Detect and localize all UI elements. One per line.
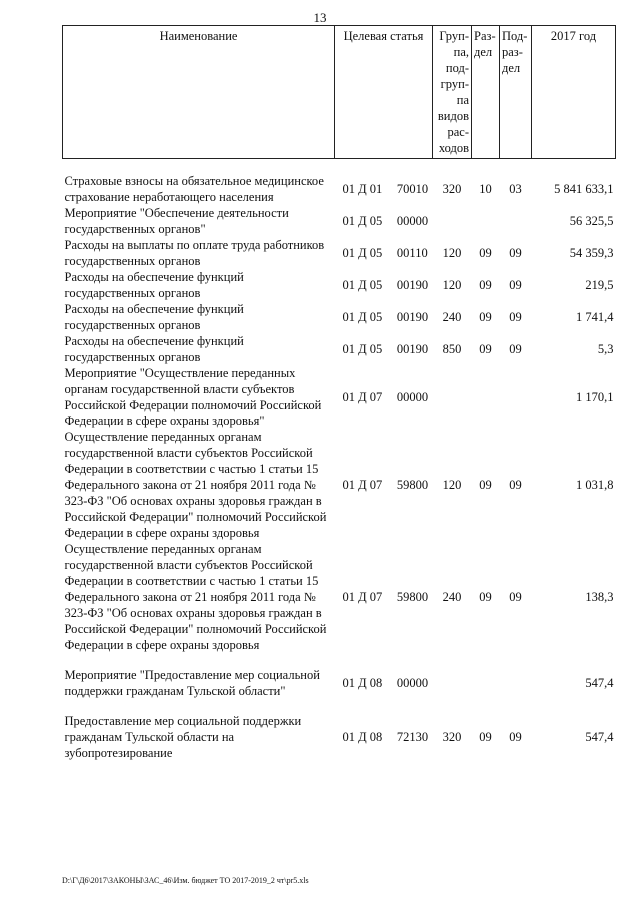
row-target-article: 01 Д 05 00110 <box>342 246 428 260</box>
row-expense-group: 120 <box>442 478 462 492</box>
row-section <box>472 365 500 429</box>
row-subsection: 09 <box>509 278 522 292</box>
row-name: Расходы на обеспечение функций государственных органов <box>64 270 244 300</box>
row-section: 09 <box>479 342 492 356</box>
row-target-article: 01 Д 05 00000 <box>342 214 429 228</box>
row-amount: 1 031,8 <box>576 478 614 492</box>
row-expense-group <box>433 667 472 699</box>
row-section: 09 <box>479 310 492 324</box>
row-subsection: 09 <box>509 730 522 744</box>
row-amount: 56 325,5 <box>569 214 614 228</box>
row-name: Осуществление переданных органам государственной власти субъектов Российской Федерации в соответствии с частью 1 статьи 15 Федерального закона от 21 ноября 2011 года № 323-ФЗ "Об основах охраны здоровья граждан в Российской Федерации" полномочий Российской Федерации в сфере охраны здоровья <box>64 542 327 652</box>
table-row <box>63 173 616 205</box>
row-expense-group <box>433 205 472 237</box>
table-row <box>63 301 616 333</box>
budget-table <box>62 25 616 761</box>
row-section: 09 <box>479 590 492 604</box>
row-section: 09 <box>479 478 492 492</box>
table-row <box>63 205 616 237</box>
row-amount: 219,5 <box>585 278 614 292</box>
row-name: Расходы на обеспечение функций государственных органов <box>64 302 244 332</box>
row-target-article: 01 Д 05 00190 <box>342 278 429 292</box>
row-expense-group: 240 <box>442 310 462 324</box>
page-number: 13 <box>313 10 327 25</box>
row-target-article: 01 Д 01 70010 <box>342 182 429 196</box>
row-name: Предоставление мер социальной поддержки гражданам Тульской области на зубопротезирование <box>64 714 302 760</box>
row-section <box>472 205 500 237</box>
row-expense-group: 120 <box>442 246 462 260</box>
table-row <box>63 333 616 365</box>
row-expense-group <box>433 365 472 429</box>
table-row <box>63 429 616 541</box>
row-target-article: 01 Д 05 00190 <box>342 342 429 356</box>
table-row <box>63 237 616 269</box>
row-amount: 547,4 <box>585 676 614 690</box>
row-section <box>472 667 500 699</box>
row-target-article: 01 Д 07 59800 <box>342 590 429 604</box>
header-name: Наименование <box>63 26 335 159</box>
table-row <box>63 269 616 301</box>
row-expense-group: 850 <box>442 342 462 356</box>
row-name: Страховые взносы на обязательное медицинское страхование неработающего населения <box>64 174 324 204</box>
row-subsection: 03 <box>509 182 522 196</box>
header-target-article: Целевая статья <box>335 26 433 159</box>
row-name: Осуществление переданных органам государственной власти субъектов Российской Федерации в соответствии с частью 1 статьи 15 Федерального закона от 21 ноября 2011 года № 323-ФЗ "Об основах охраны здоровья граждан в Российской Федерации" полномочий Российской Федерации в сфере охраны здоровья <box>64 430 327 540</box>
table-row <box>63 667 616 699</box>
row-section: 09 <box>479 246 492 260</box>
header-year-2017: 2017 год <box>532 26 616 159</box>
row-name: Расходы на выплаты по оплате труда работников государственных органов <box>64 238 325 268</box>
header-expense-group: Груп- па, под- груп- па видов рас- ходов <box>433 26 472 159</box>
row-amount: 138,3 <box>585 590 614 604</box>
row-subsection <box>500 365 532 429</box>
row-target-article: 01 Д 07 00000 <box>342 390 429 404</box>
row-name: Мероприятие "Осуществление переданных органам государственной власти субъектов Российской Федерации полномочий Российской Федерации в сфере охраны здоровья" <box>64 366 322 428</box>
row-section: 09 <box>479 278 492 292</box>
header-section: Раз- дел <box>472 26 500 159</box>
row-expense-group: 120 <box>442 278 462 292</box>
row-amount: 547,4 <box>585 730 614 744</box>
row-name: Мероприятие "Обеспечение деятельности государственных органов" <box>64 206 289 236</box>
row-amount: 54 359,3 <box>569 246 614 260</box>
row-expense-group: 240 <box>442 590 462 604</box>
row-target-article: 01 Д 08 00000 <box>342 676 429 690</box>
row-amount: 1 741,4 <box>576 310 614 324</box>
row-expense-group: 320 <box>442 182 462 196</box>
row-section: 10 <box>479 182 492 196</box>
table-header-row <box>63 26 616 159</box>
row-name: Мероприятие "Предоставление мер социальной поддержки гражданам Тульской области" <box>64 668 320 698</box>
row-subsection: 09 <box>509 246 522 260</box>
row-target-article: 01 Д 08 72130 <box>342 730 429 744</box>
table-row <box>63 541 616 653</box>
table-row <box>63 365 616 429</box>
row-subsection: 09 <box>509 478 522 492</box>
table-row <box>63 713 616 761</box>
row-subsection: 09 <box>509 590 522 604</box>
row-subsection <box>500 205 532 237</box>
row-name: Расходы на обеспечение функций государственных органов <box>64 334 244 364</box>
row-amount: 1 170,1 <box>576 390 614 404</box>
header-subsection: Под- раз- дел <box>500 26 532 159</box>
row-target-article: 01 Д 07 59800 <box>342 478 429 492</box>
row-section: 09 <box>479 730 492 744</box>
file-path-footer: D:\Г\Д6\2017\ЗАКОНЫ\ЗАС_46\Изм. бюджет ТО 2017-2019_2 чт\pr5.xls <box>62 876 309 885</box>
row-subsection: 09 <box>509 310 522 324</box>
row-expense-group: 320 <box>442 730 462 744</box>
row-subsection: 09 <box>509 342 522 356</box>
row-subsection <box>500 667 532 699</box>
row-amount: 5,3 <box>597 342 614 356</box>
row-target-article: 01 Д 05 00190 <box>342 310 429 324</box>
row-amount: 5 841 633,1 <box>554 182 614 196</box>
